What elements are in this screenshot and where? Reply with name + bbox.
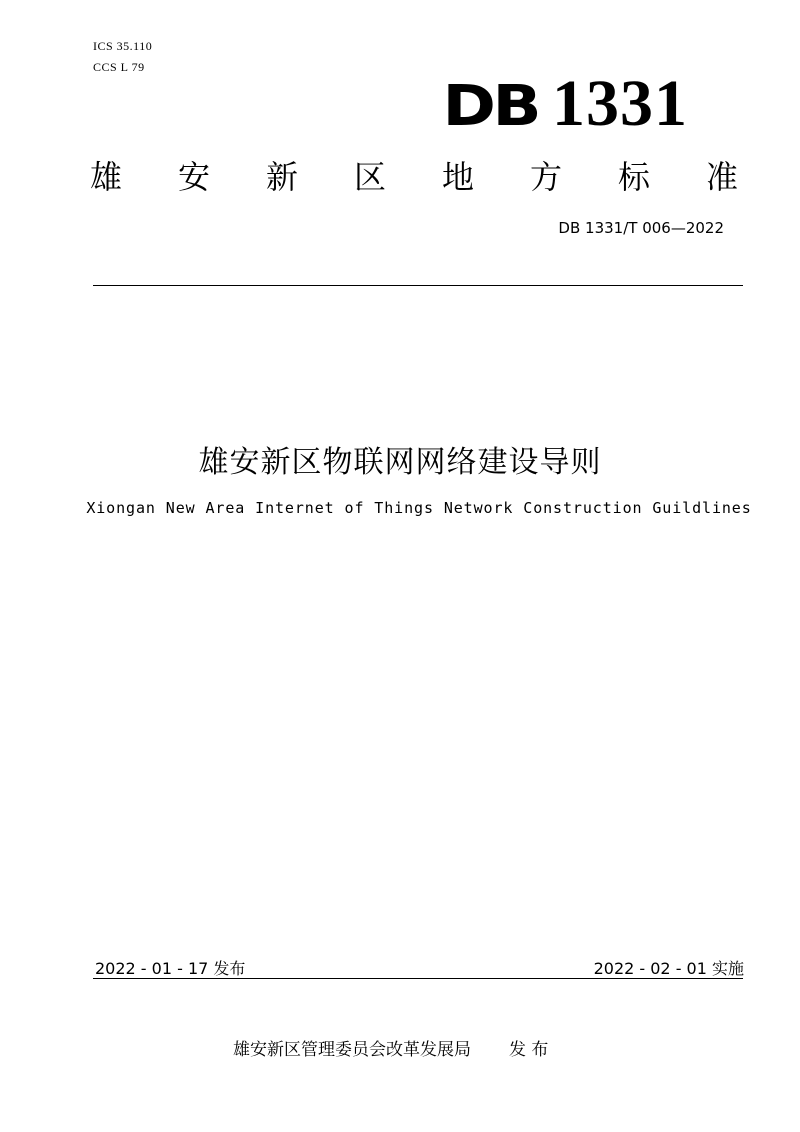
standard-type bbox=[88, 152, 740, 198]
publisher-action: 发 布 bbox=[509, 1040, 549, 1060]
publisher-name: 雄安新区管理委员会改革发展局 bbox=[233, 1040, 471, 1060]
title-chinese: 雄安新区物联网网络建设导则 bbox=[198, 445, 602, 480]
standard-type-char: 准 bbox=[705, 158, 738, 196]
db-prefix: DB bbox=[442, 74, 538, 139]
publisher bbox=[233, 1035, 548, 1060]
standard-number: DB 1331/T 006—2022 bbox=[558, 219, 724, 237]
ics-code: ICS 35.110 bbox=[93, 39, 153, 53]
standard-type-char: 新 bbox=[265, 158, 298, 196]
standard-type-char: 标 bbox=[617, 158, 650, 196]
standard-type-char: 雄 bbox=[89, 158, 122, 196]
issue-date: 2022 - 01 - 17 发布 bbox=[95, 959, 246, 978]
standard-type-char: 地 bbox=[441, 158, 474, 196]
bottom-divider bbox=[93, 978, 743, 979]
standard-type-char: 方 bbox=[529, 158, 562, 196]
ccs-code: CCS L 79 bbox=[93, 60, 145, 74]
db-number: 1331 bbox=[552, 67, 688, 140]
implementation-date: 2022 - 02 - 01 实施 bbox=[593, 959, 744, 978]
db-code bbox=[442, 66, 688, 142]
top-divider bbox=[93, 285, 743, 286]
standard-type-char: 区 bbox=[353, 158, 386, 196]
standard-type-char: 安 bbox=[177, 158, 210, 196]
title-english: Xiongan New Area Internet of Things Network Construction Guildlines bbox=[86, 499, 752, 517]
